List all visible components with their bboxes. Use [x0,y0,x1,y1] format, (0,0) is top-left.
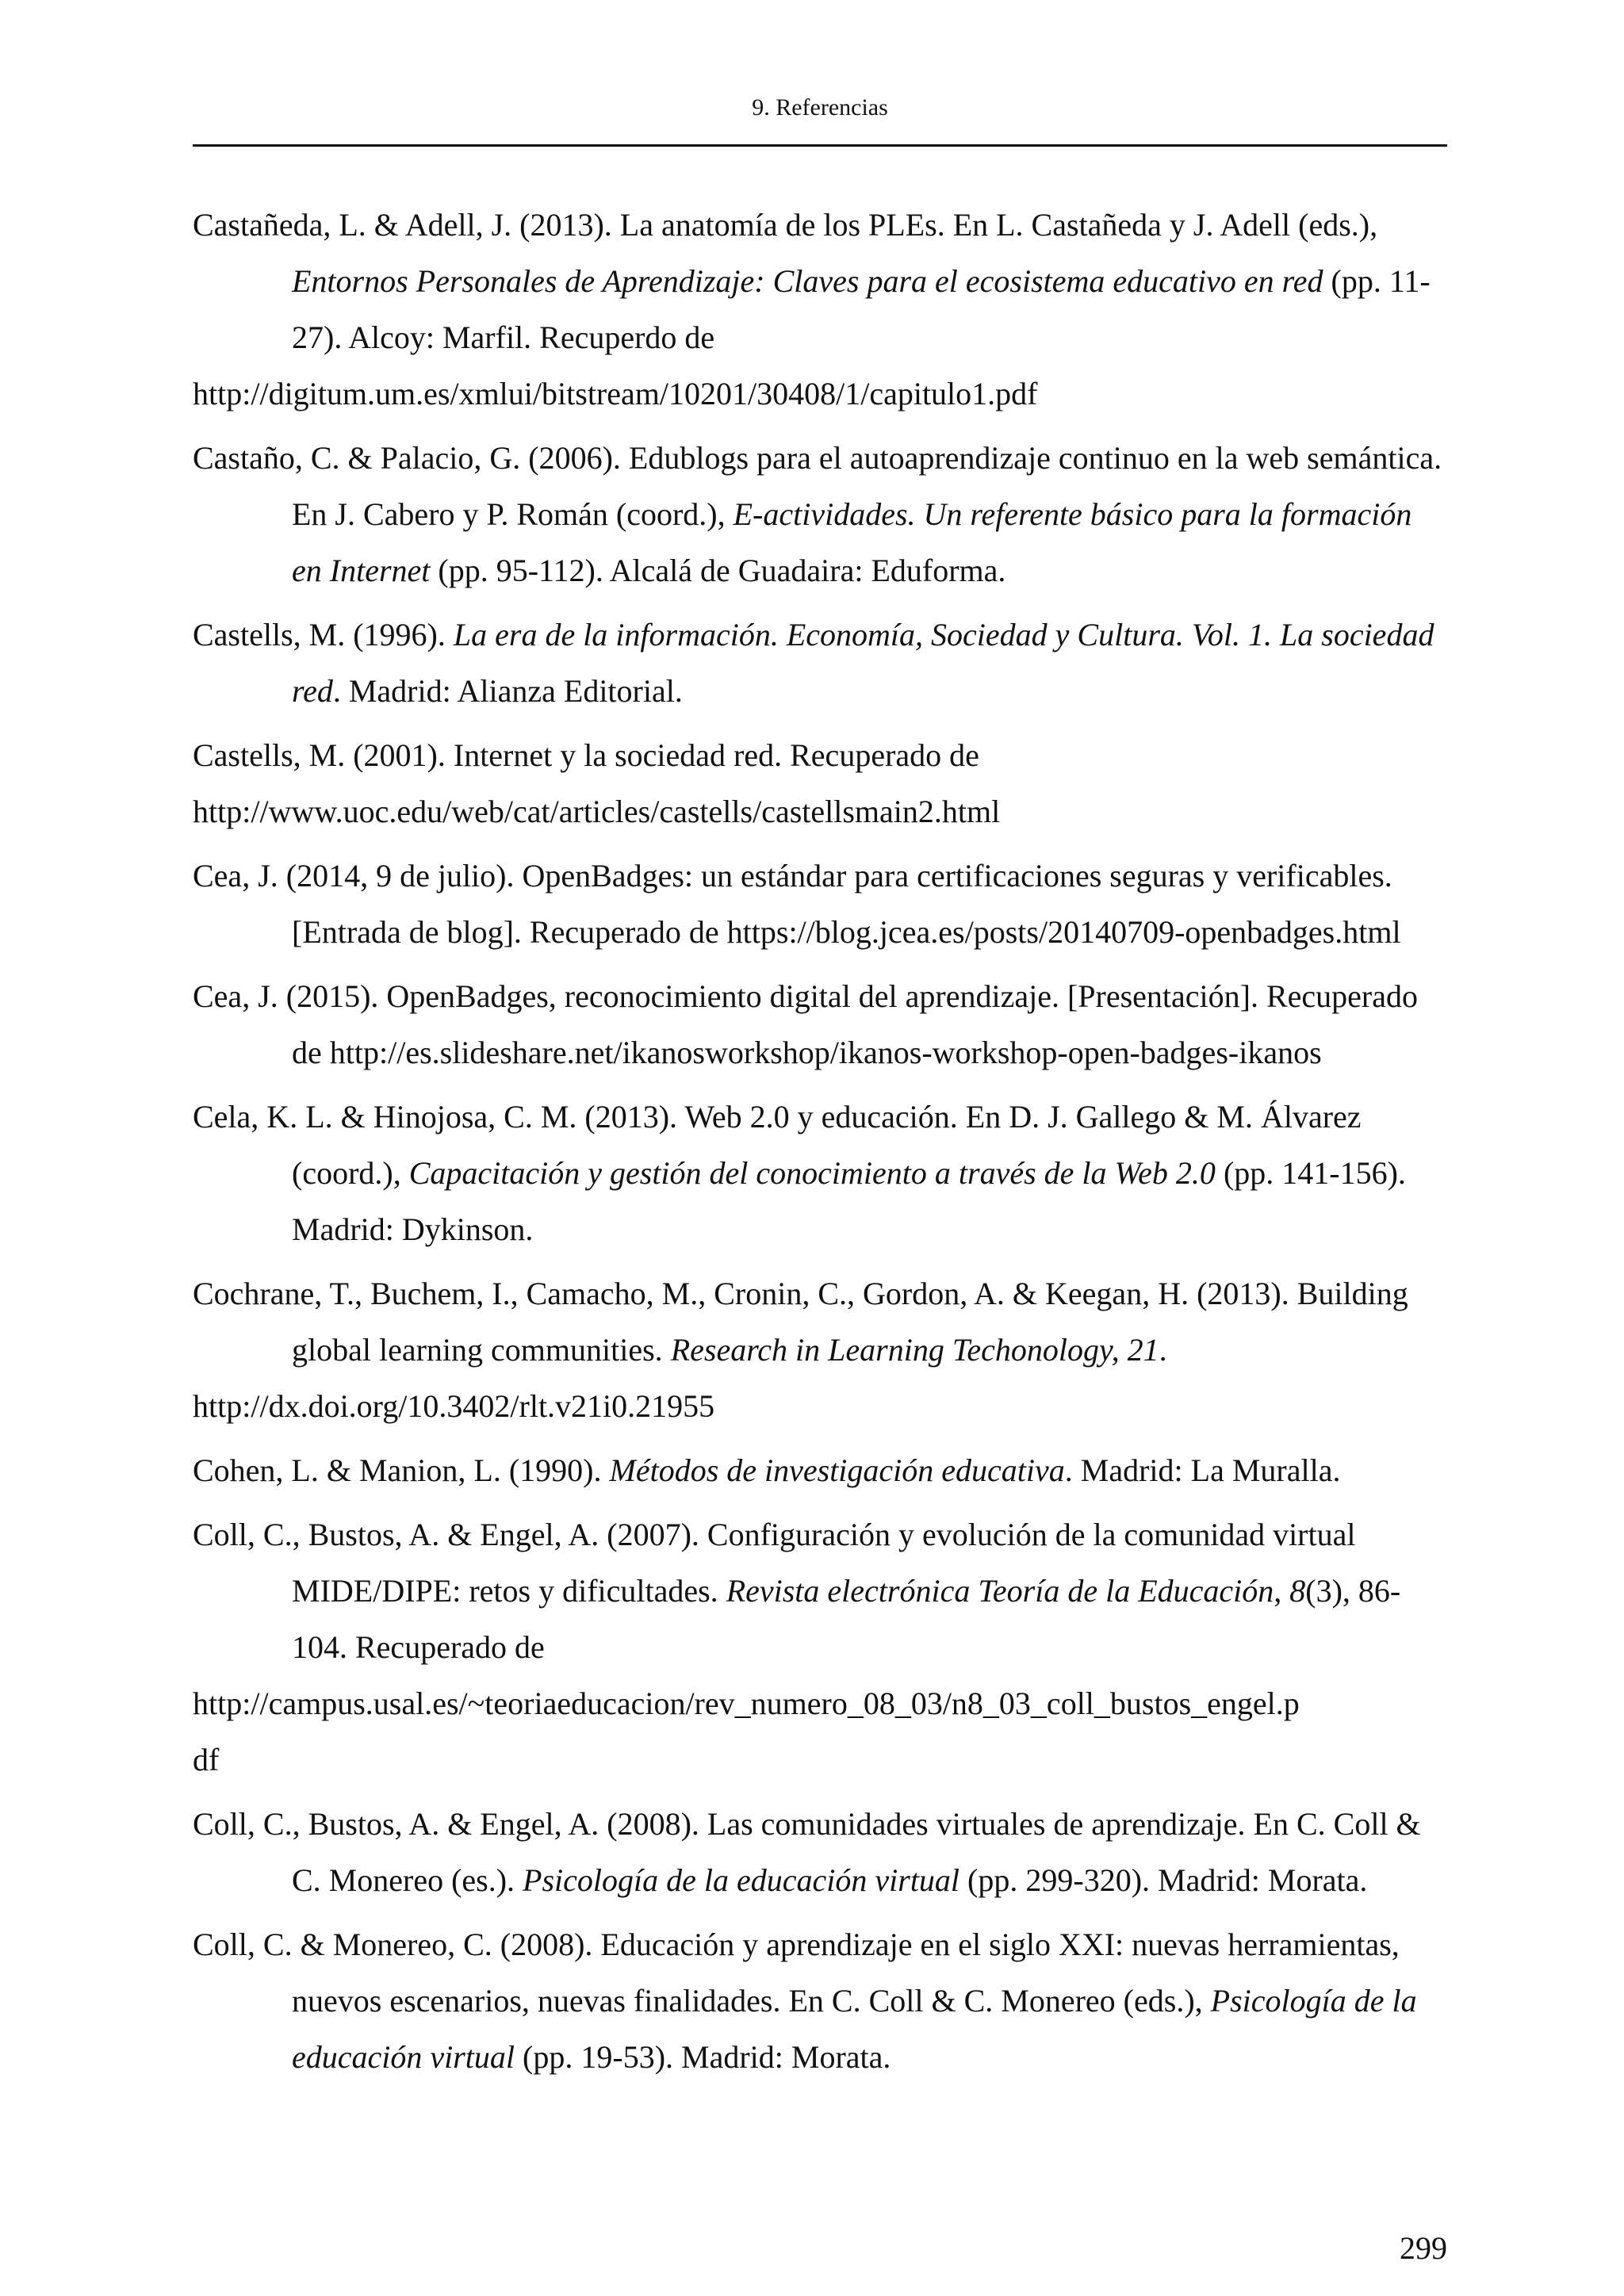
reference-text: . [1159,1332,1167,1368]
reference-text: Castells, M. (2001). Internet y la sociedad red. Recuperado de [193,737,979,773]
running-header: 9. Referencias [752,94,888,121]
reference-coll-bustos-engel-2007 [193,1506,1447,1788]
reference-cohen-manion-1990 [193,1442,1447,1498]
reference-text: (3), 86-104. Recuperado de [292,1573,1401,1665]
reference-title: Entornos Personales de Aprendizaje: Claves para el ecosistema educativo en red [292,263,1323,299]
reference-text: Cochrane, T., Buchem, I., Camacho, M., Cronin, C., Gordon, A. & Keegan, H. (2013). Building global learning communities. [193,1276,1408,1368]
reference-castells-1996 [193,607,1447,719]
reference-text: (pp. 19-53). Madrid: Morata. [515,2039,891,2075]
reference-text: . Madrid: La Muralla. [1064,1452,1341,1488]
reference-volume: 8 [1289,1573,1306,1609]
reference-castells-2001 [193,727,1447,840]
reference-title: La era de la información. Economía, Sociedad y Cultura. Vol. 1. La sociedad red [292,617,1434,709]
reference-title: Métodos de investigación educativa [609,1452,1065,1488]
reference-text: Coll, C., Bustos, A. & Engel, A. (2008). Las comunidades virtuales de aprendizaje. En C. Coll & C. Monereo (es.). [193,1806,1421,1898]
reference-cochrane-2013 [193,1265,1447,1434]
reference-text: , [1274,1573,1290,1609]
page-number: 299 [1400,2230,1447,2266]
reference-cea-2014 [193,848,1447,960]
reference-text: Coll, C. & Monereo, C. (2008). Educación y aprendizaje en el siglo XXI: nuevas herramientas, nuevos escenarios, nuevas finalidades. En C. Coll & C. Monereo (eds.), [193,1927,1400,2019]
reference-cela-hinojosa-2013 [193,1089,1447,1257]
reference-list [193,197,1447,2093]
reference-title: E-actividades. Un referente básico para la formación en Internet [292,496,1412,588]
reference-text: Castañeda, L. & Adell, J. (2013). La anatomía de los PLEs. En L. Castañeda y J. Adell (eds.), [193,207,1378,243]
reference-coll-bustos-engel-2008 [193,1796,1447,1908]
reference-text: . Madrid: Alianza Editorial. [332,673,683,709]
reference-url[interactable]: http://www.uoc.edu/web/cat/articles/castells/castellsmain2.html [193,794,1001,829]
reference-text: (pp. 141-156). Madrid: Dykinson. [292,1155,1406,1247]
reference-url[interactable]: http://dx.doi.org/10.3402/rlt.v21i0.21955 [193,1388,715,1424]
reference-text: Cohen, L. & Manion, L. (1990). [193,1452,610,1488]
reference-url[interactable]: http://digitum.um.es/xmlui/bitstream/10201/30408/1/capitulo1.pdf [193,376,1038,411]
reference-title: Capacitación y gestión del conocimiento a través de la Web 2.0 [408,1155,1216,1191]
reference-title: Research in Learning Techonology, 21 [670,1332,1159,1368]
reference-text: Coll, C., Bustos, A. & Engel, A. (2007). Configuración y evolución de la comunidad virtual MIDE/DIPE: retos y dificultades. [193,1517,1356,1609]
reference-title: Psicología de la educación virtual [523,1862,960,1898]
reference-castaneda-adell-2013 [193,197,1447,422]
reference-url[interactable]: http://campus.usal.es/~teoriaeducacion/rev_numero_08_03/n8_03_coll_bustos_engel.p [193,1686,1300,1721]
reference-coll-monereo-2008 [193,1916,1447,2085]
reference-text: Castells, M. (1996). [193,617,454,652]
reference-text: Cea, J. (2014, 9 de julio). OpenBadges: un estándar para certificaciones seguras y verificables. [Entrada de blog]. Recuperado de https://blog.jcea.es/posts/20140709-openbadges.html [193,858,1401,950]
reference-text: Castaño, C. & Palacio, G. (2006). Edublogs para el autoaprendizaje continuo en la web semántica. En J. Cabero y P. Román (coord.), [193,440,1442,532]
reference-castano-palacio-2006 [193,430,1447,599]
reference-cea-2015 [193,968,1447,1081]
reference-text: (pp. 95-112). Alcalá de Guadaira: Eduforma. [430,553,1006,588]
reference-title: Psicología de la educación virtual [292,1983,1417,2075]
header-divider [193,144,1447,147]
reference-text: (pp. 299-320). Madrid: Morata. [959,1862,1368,1898]
reference-text: (pp. 11-27). Alcoy: Marfil. Recuperdo de [292,263,1431,355]
reference-title: Revista electrónica Teoría de la Educación [726,1573,1274,1609]
reference-text: Cea, J. (2015). OpenBadges, reconocimiento digital del aprendizaje. [Presentación]. Recuperado de http://es.slideshare.net/ikanosworkshop/ikanos-workshop-open-badges-ikanos [193,978,1418,1070]
reference-text: Cela, K. L. & Hinojosa, C. M. (2013). Web 2.0 y educación. En D. J. Gallego & M. Álvarez (coord.), [193,1099,1362,1191]
reference-url-continuation[interactable]: df [193,1742,220,1777]
